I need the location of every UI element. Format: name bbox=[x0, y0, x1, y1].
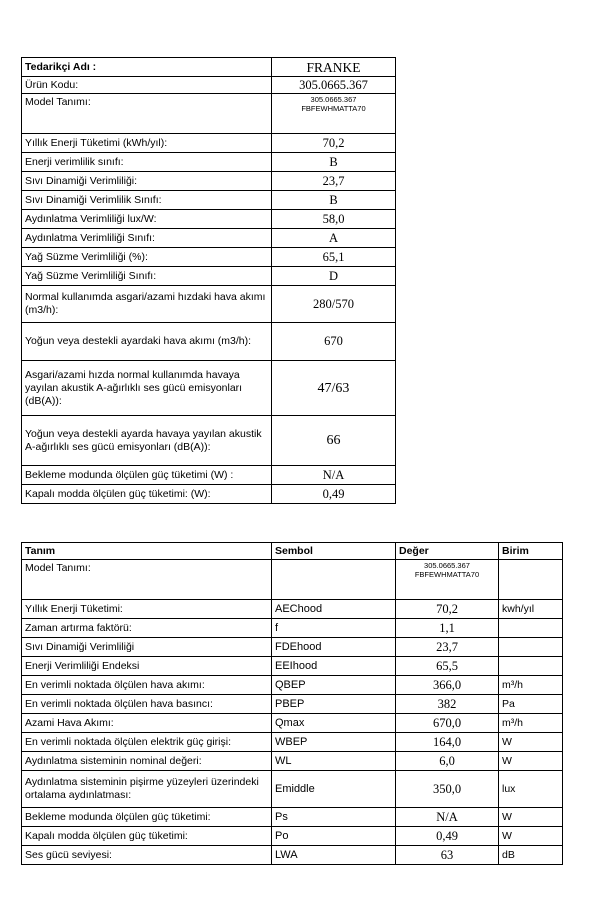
symbol-cell: f bbox=[272, 619, 396, 638]
label-cell: Kapalı modda ölçülen güç tüketimi: (W): bbox=[22, 485, 272, 504]
symbol-cell: FDEhood bbox=[272, 638, 396, 657]
table-row bbox=[22, 808, 563, 827]
table-row bbox=[22, 771, 563, 808]
value-cell: 0,49 bbox=[396, 827, 499, 846]
table-row bbox=[22, 153, 396, 172]
unit-cell bbox=[499, 638, 563, 657]
value-cell: 70,2 bbox=[396, 600, 499, 619]
header-symbol: Sembol bbox=[272, 543, 396, 560]
table-row bbox=[22, 733, 563, 752]
technical-data-table bbox=[21, 542, 563, 865]
unit-cell: W bbox=[499, 808, 563, 827]
label-cell: Enerji verimlilik sınıfı: bbox=[22, 153, 272, 172]
table-row bbox=[22, 714, 563, 733]
brand-value: FRANKE bbox=[272, 58, 396, 77]
label-cell: Aydınlatma Verimliliği lux/W: bbox=[22, 210, 272, 229]
table-row bbox=[22, 676, 563, 695]
symbol-cell: EEIhood bbox=[272, 657, 396, 676]
value-cell: A bbox=[272, 229, 396, 248]
value-cell: 350,0 bbox=[396, 771, 499, 808]
unit-cell: W bbox=[499, 827, 563, 846]
label-cell: Yağ Süzme Verimliliği (%): bbox=[22, 248, 272, 267]
label-cell: Yıllık Enerji Tüketimi: bbox=[22, 600, 272, 619]
value-cell: 366,0 bbox=[396, 676, 499, 695]
table-row bbox=[22, 466, 396, 485]
table-row bbox=[22, 361, 396, 416]
product-info-table bbox=[21, 57, 396, 504]
symbol-cell: Emiddle bbox=[272, 771, 396, 808]
model-value-cell bbox=[396, 560, 499, 600]
model-name: FBFEWHMATTA70 bbox=[301, 103, 366, 113]
value-cell: B bbox=[272, 191, 396, 210]
unit-cell: W bbox=[499, 733, 563, 752]
value-cell: 47/63 bbox=[272, 361, 396, 416]
unit-cell bbox=[499, 560, 563, 600]
label-cell: Yoğun veya destekli ayardaki hava akımı (m3/h): bbox=[22, 323, 272, 361]
symbol-cell bbox=[272, 560, 396, 600]
table-row bbox=[22, 846, 563, 865]
table-row bbox=[22, 657, 563, 676]
label-cell: En verimli noktada ölçülen hava basıncı: bbox=[22, 695, 272, 714]
unit-cell: m³/h bbox=[499, 714, 563, 733]
table-row bbox=[22, 58, 396, 77]
label-cell: Model Tanımı: bbox=[22, 94, 272, 134]
label-cell: Aydınlatma sisteminin nominal değeri: bbox=[22, 752, 272, 771]
unit-cell: dB bbox=[499, 846, 563, 865]
value-cell: 670,0 bbox=[396, 714, 499, 733]
value-cell: 670 bbox=[272, 323, 396, 361]
unit-cell: lux bbox=[499, 771, 563, 808]
table-row bbox=[22, 638, 563, 657]
value-cell: 23,7 bbox=[396, 638, 499, 657]
model-value-cell bbox=[272, 94, 396, 134]
table-row bbox=[22, 286, 396, 323]
table-row bbox=[22, 485, 396, 504]
table-row bbox=[22, 248, 396, 267]
symbol-cell: WL bbox=[272, 752, 396, 771]
symbol-cell: QBEP bbox=[272, 676, 396, 695]
symbol-cell: LWA bbox=[272, 846, 396, 865]
value-cell: 1,1 bbox=[396, 619, 499, 638]
table-row bbox=[22, 191, 396, 210]
table-row bbox=[22, 752, 563, 771]
value-cell: N/A bbox=[272, 466, 396, 485]
label-cell: En verimli noktada ölçülen hava akımı: bbox=[22, 676, 272, 695]
unit-cell: W bbox=[499, 752, 563, 771]
label-cell: Aydınlatma sisteminin pişirme yüzeyleri üzerindeki ortalama aydınlatması: bbox=[22, 771, 272, 808]
table-row bbox=[22, 416, 396, 466]
label-cell: Asgari/azami hızda normal kullanımda havaya yayılan akustik A-ağırlıklı ses gücü emisyonları (dB(A)): bbox=[22, 361, 272, 416]
unit-cell: kwh/yıl bbox=[499, 600, 563, 619]
model-name: FBFEWHMATTA70 bbox=[414, 569, 480, 579]
label-cell: Yıllık Enerji Tüketimi (kWh/yıl): bbox=[22, 134, 272, 153]
symbol-cell: Qmax bbox=[272, 714, 396, 733]
table-row bbox=[22, 619, 563, 638]
model-code: 305.0665.367 bbox=[310, 95, 357, 104]
header-unit: Birim bbox=[499, 543, 563, 560]
unit-cell bbox=[499, 657, 563, 676]
unit-cell: Pa bbox=[499, 695, 563, 714]
table-row bbox=[22, 134, 396, 153]
label-cell: Kapalı modda ölçülen güç tüketimi: bbox=[22, 827, 272, 846]
table-row bbox=[22, 323, 396, 361]
label-cell: Azami Hava Akımı: bbox=[22, 714, 272, 733]
value-cell: 65,5 bbox=[396, 657, 499, 676]
value-cell: B bbox=[272, 153, 396, 172]
unit-cell: m³/h bbox=[499, 676, 563, 695]
symbol-cell: Po bbox=[272, 827, 396, 846]
label-cell: Zaman artırma faktörü: bbox=[22, 619, 272, 638]
header-description: Tanım bbox=[22, 543, 272, 560]
value-cell: 70,2 bbox=[272, 134, 396, 153]
value-cell: 305.0665.367 bbox=[272, 77, 396, 94]
table-row bbox=[22, 77, 396, 94]
table-row bbox=[22, 695, 563, 714]
symbol-cell: PBEP bbox=[272, 695, 396, 714]
table-row bbox=[22, 94, 396, 134]
value-cell: 280/570 bbox=[272, 286, 396, 323]
value-cell: 66 bbox=[272, 416, 396, 466]
value-cell: 164,0 bbox=[396, 733, 499, 752]
symbol-cell: WBEP bbox=[272, 733, 396, 752]
symbol-cell: Ps bbox=[272, 808, 396, 827]
table-row bbox=[22, 600, 563, 619]
label-cell: Sıvı Dinamiği Verimlilik Sınıfı: bbox=[22, 191, 272, 210]
table-row bbox=[22, 827, 563, 846]
unit-cell bbox=[499, 619, 563, 638]
value-cell: 23,7 bbox=[272, 172, 396, 191]
symbol-cell: AEChood bbox=[272, 600, 396, 619]
value-cell: N/A bbox=[396, 808, 499, 827]
table-row bbox=[22, 229, 396, 248]
table-row bbox=[22, 267, 396, 286]
value-cell: D bbox=[272, 267, 396, 286]
label-cell: En verimli noktada ölçülen elektrik güç girişi: bbox=[22, 733, 272, 752]
value-cell: 382 bbox=[396, 695, 499, 714]
value-cell: 65,1 bbox=[272, 248, 396, 267]
label-cell: Tedarikçi Adı : bbox=[22, 58, 272, 77]
table-row bbox=[22, 172, 396, 191]
label-cell: Ses gücü seviyesi: bbox=[22, 846, 272, 865]
label-cell: Model Tanımı: bbox=[22, 560, 272, 600]
value-cell: 6,0 bbox=[396, 752, 499, 771]
label-cell: Bekleme modunda ölçülen güç tüketimi: bbox=[22, 808, 272, 827]
table-header-row bbox=[22, 543, 563, 560]
label-cell: Bekleme modunda ölçülen güç tüketimi (W) : bbox=[22, 466, 272, 485]
table-row bbox=[22, 560, 563, 600]
model-code: 305.0665.367 bbox=[424, 561, 470, 570]
label-cell: Enerji Verimliliği Endeksi bbox=[22, 657, 272, 676]
value-cell: 63 bbox=[396, 846, 499, 865]
label-cell: Yağ Süzme Verimliliği Sınıfı: bbox=[22, 267, 272, 286]
value-cell: 0,49 bbox=[272, 485, 396, 504]
header-value: Değer bbox=[396, 543, 499, 560]
label-cell: Ürün Kodu: bbox=[22, 77, 272, 94]
label-cell: Yoğun veya destekli ayarda havaya yayılan akustik A-ağırlıklı ses gücü emisyonları (dB(A)): bbox=[22, 416, 272, 466]
label-cell: Normal kullanımda asgari/azami hızdaki hava akımı (m3/h): bbox=[22, 286, 272, 323]
label-cell: Sıvı Dinamiği Verimliliği bbox=[22, 638, 272, 657]
value-cell: 58,0 bbox=[272, 210, 396, 229]
label-cell: Aydınlatma Verimliliği Sınıfı: bbox=[22, 229, 272, 248]
label-cell: Sıvı Dinamiği Verimliliği: bbox=[22, 172, 272, 191]
table-row bbox=[22, 210, 396, 229]
